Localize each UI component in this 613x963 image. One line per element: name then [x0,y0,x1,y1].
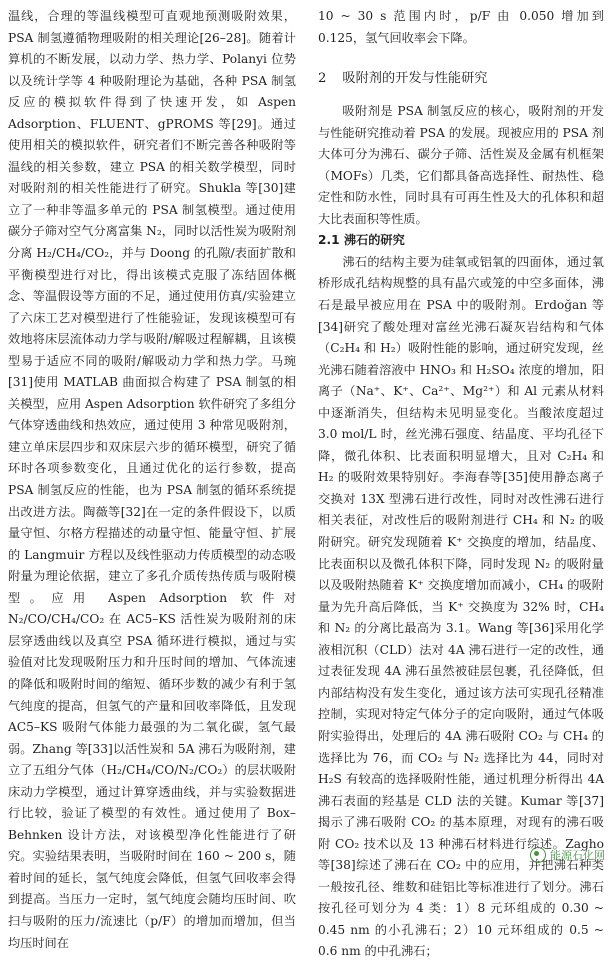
section-heading [318,69,604,89]
continuation-paragraph: 10 ~ 30 s 范围内时，p/F 由 0.050 增加到 0.125，氢气回收率会下降。 [318,9,604,45]
body-paragraph: 温线，合理的等温线模型可直观地预测吸附效果，PSA 制氢遵循物理吸附的相关理论[26–28]。随着计算机的不断发展，以动力学、热力学、Polanyi 位势以及统计学等 4 种吸附理论为基础，各种 PSA 制氢反应的模拟软件得到了快速开发，如 Aspen Adsorption、FLUENT、gPROMS 等[29]。通过使用相关的模拟软件，研究者们不断完善各种吸附等温线的相关参数，建立 PSA 的相关数学模型，同时对吸附剂的相关性能进行了研究。Shukla 等[30]建立了一种非等温多单元的 PSA 制氢模型。通过使用碳分子筛对空气分离富集 N₂，同时以活性炭为吸附剂分离 H₂/CH₄/CO₂，并与 Doong 的孔隙/表面扩散和平衡模型进行对比，得出该模式克服了冻结固体概念、等温假设等方面的不足，通过使用仿真/实验建立了六床工艺对模型进行了性能验证，发现该模型可有效地将床层流体动力学与吸附/解吸过程解耦，且该模型易于适应不同的吸附/解吸动力学和热力学。马琬[31]使用 MATLAB 曲面拟合构建了 PSA 制氢的相关模型，应用 Aspen Adsorption 软件研究了多组分气体穿透曲线和热效应，通过使用 3 种常见吸附剂，建立单床层四步和双床层六步的循环模型，研究了循环时各项参数变化，且通过优化的运行参数，提高 PSA 制氢反应的性能，也为 PSA 制氢的循环系统提出改进方法。陶薇等[32]在一定的条件假设下，以质量守恒、尔格方程描述的动量守恒、能量守恒、扩展的 Langmuir 方程以及线性驱动力传质模型的动态吸附量为理论依据，建立了多孔介质传热传质与吸附模型。应用 Aspen Adsorption 软件对 N₂/CO/CH₄/CO₂ 在 AC5–KS 活性炭为吸附剂的床层穿透曲线以及真空 PSA 循环进行模拟，通过与实验值对比发现吸附压力和升压时间的增加、气体流速的降低和吸附时间的缩短、循环步数的减少有利于氢气纯度的提高，但氢气的产量和回收率降低，且发现 AC5–KS 吸附气体能力最强的为二氧化碳，氢气最弱。Zhang 等[33]以活性炭和 5A 沸石为吸附剂，建立了五组分气体（H₂/CH₄/CO/N₂/CO₂）的层状吸附床动力学模型，通过计算穿透曲线，并与实验数据进行比较，验证了模型的有效性。通过使用了 Box–Behnken 设计方法，对该模型净化性能进行了研究。实验结果表明，当吸附时间在 160 ~ 200 s，随着时间的延长，氢气纯度会降低，但氢气回收率会得到提高。当压力一定时，氢气纯度会随均压时间、吹扫与吸附的压力/流速比（p/F）的增加而增加，但当均压时间在 [8,9,296,950]
section-intro-paragraph: 吸附剂是 PSA 制氢反应的核心，吸附剂的开发与性能研究推动着 PSA 的发展。现被应用的 PSA 剂大体可分为沸石、碳分子筛、活性炭及金属有机框架（MOFs）几类，它们都具备高选择性、耐热性、稳定性和防水性，同时具有可再生性及大的孔体积和超大比表面积等性质。 [318,104,604,226]
subsection-title: 沸石的研究 [343,233,405,248]
subsection-number: 2.1 [318,233,340,248]
subsection-heading [318,230,604,252]
right-column [318,6,604,963]
section-title: 吸附剂的开发与性能研究 [342,71,488,87]
left-column [8,6,296,954]
subsection-body-paragraph: 沸石的结构主要为硅氧或铝氧的四面体，通过氧桥形成孔结构规整的具有晶穴或笼的中空多面体，沸石是最早被应用在 PSA 中的吸附剂。Erdoğan 等[34]研究了酸处理对富丝光沸石凝灰岩结构和气体（C₂H₄ 和 H₂）吸附性能的影响，通过研究发现，丝光沸石随着溶液中 HNO₃ 和 H₂SO₄ 浓度的增加，阳离子（Na⁺、K⁺、Ca²⁺、Mg²⁺）和 Al 元素从材料中逐渐消失，但结构未见明显变化。当酸浓度超过 3.0 mol/L 时，丝光沸石强度、结晶度、平均孔径下降，微孔体积、比表面积明显增大，且对 C₂H₄ 和 H₂ 的吸附效果特别好。李海春等[35]使用静态离子交换对 13X 型沸石进行改性，同时对改性沸石进行相关表征，对改性后的吸附剂进行 CH₄ 和 N₂ 的吸附研究。研究发现随着 K⁺ 交换度的增加，结晶度、比表面积以及微孔体积下降，同时发现 N₂ 的吸附量以及吸附热随着 K⁺ 交换度增加而减小，CH₄ 的吸附量为先升高后降低，当 K⁺ 交换度为 32% 时，CH₄ 和 N₂ 的分离比最高为 3.1。Wang 等[36]采用化学液相沉积（CLD）法对 4A 沸石进行一定的改性，通过表征发现 4A 沸石虽然被硅层包裹，孔径降低，但内部结构没有发生变化，通过该方法可实现孔径精准控制，实现对特定气体分子的定向吸附，通过气体吸附实验得出，处理后的 4A 沸石吸附 CO₂ 与 CH₄ 的选择比为 76，而 CO₂ 与 N₂ 选择比为 44，同时对 H₂S 有较高的选择吸附性能，通过机理分析得出 4A 沸石表面的羟基是 CLD 法的关键。Kumar 等[37]揭示了沸石吸附 CO₂ 的基本原理，对现有的沸石吸附 CO₂ 技术以及 13 种沸石材料进行综述。Zagho 等[38]综述了沸石在 CO₂ 中的应用，并把沸石种类一般按孔径、维数和硅铝比等标准进行了划分。沸石按孔径可划分为 4 类：1）8 元环组成的 0.30 ~ 0.45 nm 的小孔沸石；2）10 元环组成的 0.5 ~ 0.6 nm 的中孔沸石； [318,254,604,959]
watermark-logo-icon [530,847,546,863]
watermark-text: 能源石化网 [550,849,605,862]
watermark [530,847,605,863]
section-number: 2 [318,71,327,87]
